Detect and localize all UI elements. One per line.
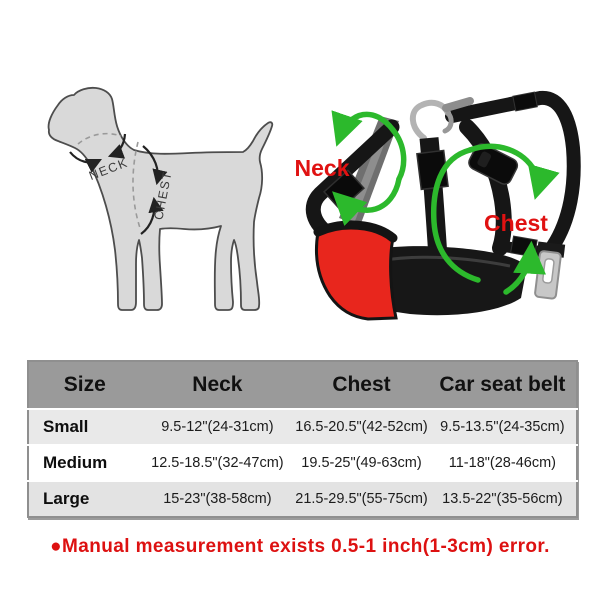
col-header-size: Size xyxy=(28,361,141,409)
chest-cell: 21.5-29.5"(55-75cm) xyxy=(295,491,428,507)
neck-cell: 12.5-18.5"(32-47cm) xyxy=(151,455,284,471)
diagram-chest-label: CHEST xyxy=(151,169,175,222)
belt-adjuster xyxy=(513,92,537,111)
belt-cell: 11-18"(28-46cm) xyxy=(448,455,556,471)
chest-cell: 16.5-20.5"(42-52cm) xyxy=(295,419,428,435)
col-header-belt: Car seat belt xyxy=(429,361,577,409)
harness-photo xyxy=(295,92,574,319)
size-cell: Large xyxy=(43,489,90,508)
belt-cell: 13.5-22"(35-56cm) xyxy=(442,491,563,507)
size-cell: Medium xyxy=(43,453,108,472)
neck-cell: 9.5-12"(24-31cm) xyxy=(161,419,274,435)
table-row-small xyxy=(28,409,577,445)
neck-cell: 15-23"(38-58cm) xyxy=(163,491,272,507)
size-cell: Small xyxy=(43,417,89,436)
photo-neck-label: Neck xyxy=(294,155,350,181)
size-chart xyxy=(27,360,578,518)
table-row-large xyxy=(28,481,577,517)
size-table xyxy=(27,360,578,518)
neck-arrow-arc-right xyxy=(393,130,404,179)
measurement-error-note: ●Manual measurement exists 0.5-1 inch(1-3cm) error. xyxy=(50,536,550,557)
col-header-neck: Neck xyxy=(141,361,295,409)
red-chest-pad xyxy=(317,226,397,319)
diagram-neck-label: NECK xyxy=(87,155,131,184)
table-row-medium xyxy=(28,445,577,481)
table-header-row xyxy=(28,361,577,409)
chest-cell: 19.5-25"(49-63cm) xyxy=(301,455,422,471)
photo-chest-label: Chest xyxy=(484,210,548,236)
col-header-chest: Chest xyxy=(294,361,429,409)
dog-measure-diagram xyxy=(49,88,273,310)
belt-cell: 9.5-13.5"(24-35cm) xyxy=(440,419,565,435)
